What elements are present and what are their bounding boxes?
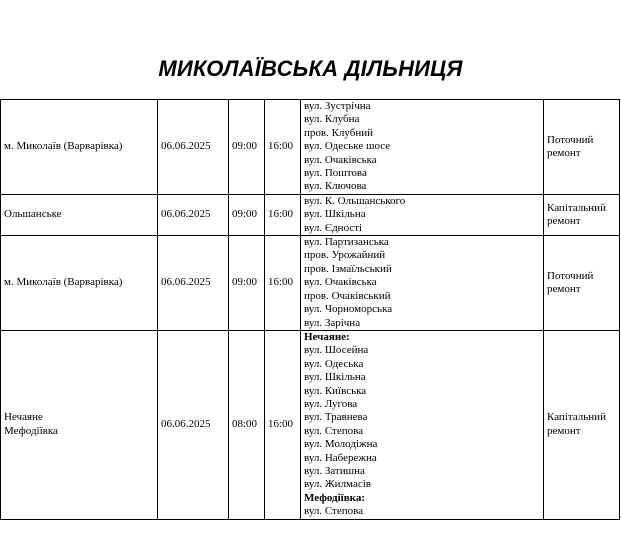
street-name: вул. Степова [304,505,364,518]
street-name: вул. Київська [304,384,367,397]
streets-cell [301,330,544,519]
street-name: пров. Клубний [304,126,374,139]
location-cell [1,194,158,235]
time-to-cell: 16:00 [265,330,301,519]
location-name: Мефодіївка [4,424,58,437]
location-cell [1,236,158,331]
repair-type-cell: Капітальний ремонт [544,330,620,519]
schedule-body [1,100,620,520]
street-name: вул. Ключова [304,180,367,193]
time-to-cell: 16:00 [265,236,301,331]
street-name: вул. Затишна [304,464,365,477]
street-name: вул. Травнева [304,411,368,424]
location-name: м. Миколаїв (Варварівка) [4,140,123,153]
time-from-cell: 09:00 [229,194,265,235]
location-name: Ольшанське [4,208,62,221]
street-name: вул. Молодіжна [304,438,378,451]
repair-type-cell: Поточний ремонт [544,100,620,195]
streets-cell [301,194,544,235]
settlement-heading: Мефодіївка: [304,491,365,504]
street-name: пров. Очаківський [304,289,391,302]
location-cell [1,100,158,195]
streets-cell [301,100,544,195]
repair-type-cell: Поточний ремонт [544,236,620,331]
table-row [1,236,620,331]
date-cell: 06.06.2025 [158,330,229,519]
street-name: вул. Очаківська [304,153,377,166]
date-cell: 06.06.2025 [158,194,229,235]
date-cell: 06.06.2025 [158,100,229,195]
street-name: вул. К. Ольшанського [304,194,406,207]
street-name: пров. Урожайний [304,249,386,262]
location-cell [1,330,158,519]
street-name: вул. Одеське шосе [304,140,391,153]
street-name: вул. Жилмасів [304,478,371,491]
streets-cell [301,236,544,331]
page-title: МИКОЛАЇВСЬКА ДІЛЬНИЦЯ [158,56,463,81]
street-name: вул. Набережна [304,451,377,464]
street-name: вул. Очаківська [304,276,377,289]
street-name: вул. Поштова [304,167,367,180]
street-name: вул. Одеська [304,357,364,370]
table-row [1,100,620,195]
time-from-cell: 08:00 [229,330,265,519]
location-name: Нечаяне [4,411,43,424]
time-to-cell: 16:00 [265,100,301,195]
street-name: вул. Шкільна [304,208,366,221]
street-name: вул. Єдності [304,221,363,234]
street-name: вул. Степова [304,424,364,437]
street-name: вул. Шкільна [304,371,366,384]
street-name: вул. Чорноморська [304,303,393,316]
street-name: вул. Шосейна [304,344,369,357]
date-cell: 06.06.2025 [158,236,229,331]
street-name: пров. Ізмаїльський [304,262,392,275]
settlement-heading: Нечаяне: [304,330,350,343]
outage-schedule-table [0,99,620,520]
time-from-cell: 09:00 [229,236,265,331]
street-name: вул. Клубна [304,113,360,126]
repair-type-cell: Капітальний ремонт [544,194,620,235]
street-name: вул. Зустрічна [304,100,371,112]
table-row [1,330,620,519]
time-to-cell: 16:00 [265,194,301,235]
table-row [1,194,620,235]
street-name: вул. Зарічна [304,316,361,329]
location-name: м. Миколаїв (Варварівка) [4,276,123,289]
time-from-cell: 09:00 [229,100,265,195]
street-name: вул. Партизанська [304,236,389,249]
street-name: вул. Лугова [304,397,358,410]
